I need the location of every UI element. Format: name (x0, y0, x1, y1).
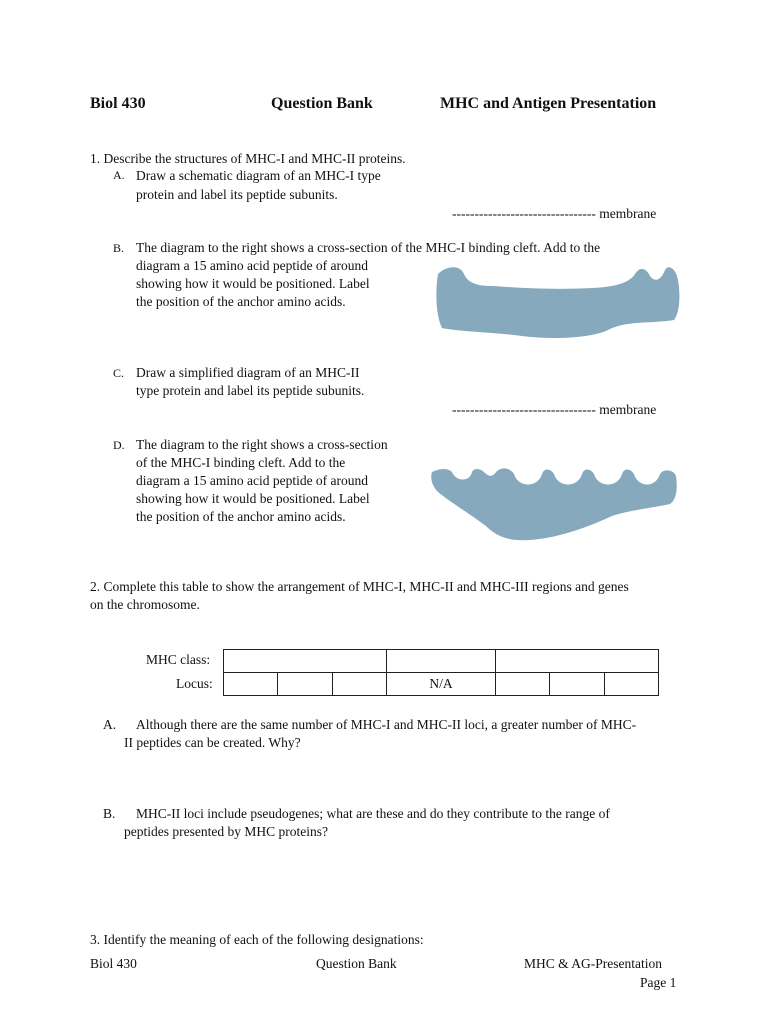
q2a-line-1: Although there are the same number of MHC-I and MHC-II loci, a greater number of MHC- (136, 717, 637, 732)
q2a-marker: A. (103, 717, 117, 732)
q1c-line-2: type protein and label its peptide subunits. (136, 383, 365, 398)
cleft-shape-d (431, 468, 677, 540)
q1d-line-2: of the MHC-I binding cleft. Add to the (136, 455, 346, 470)
locus-cell-7[interactable] (604, 673, 658, 696)
q1a-line-1: Draw a schematic diagram of an MHC-I type (136, 168, 381, 183)
q1b-marker: B. (113, 241, 125, 255)
q1d-line-3: diagram a 15 amino acid peptide of around (136, 473, 369, 488)
table-row-mhc-class (224, 650, 659, 673)
header-topic: MHC and Antigen Presentation (440, 95, 657, 112)
q2b-line-1: MHC-II loci include pseudogenes; what are these and do they contribute to the range of (136, 806, 610, 821)
mhc-binding-cleft-pockets-diagram (430, 462, 680, 542)
mhc-arrangement-table (223, 649, 659, 696)
locus-cell-1[interactable] (224, 673, 278, 696)
q2-prompt-line-2: on the chromosome. (90, 597, 200, 612)
mhc-class-cell-3[interactable] (496, 650, 659, 673)
q2b-line-2: peptides presented by MHC proteins? (124, 824, 328, 839)
mhc-class-cell-2[interactable] (387, 650, 496, 673)
table-row-locus (224, 673, 659, 696)
footer-title: Question Bank (316, 956, 397, 971)
header-title: Question Bank (271, 95, 373, 112)
q1b-line-1: The diagram to the right shows a cross-section of the MHC-I binding cleft. Add to the (136, 240, 601, 255)
locus-cell-3[interactable] (332, 673, 386, 696)
cleft-shape-b (436, 267, 679, 338)
locus-cell-2[interactable] (278, 673, 332, 696)
q1c-line-1: Draw a simplified diagram of an MHC-II (136, 365, 360, 380)
footer-course: Biol 430 (90, 956, 137, 971)
q1b-line-4: the position of the anchor amino acids. (136, 294, 346, 309)
q2-prompt-line-1: 2. Complete this table to show the arrangement of MHC-I, MHC-II and MHC-III regions and genes (90, 579, 629, 594)
q1b-line-2: diagram a 15 amino acid peptide of around (136, 258, 369, 273)
q1a-membrane-label: -------------------------------- membrane (452, 206, 657, 221)
locus-cell-5[interactable] (496, 673, 550, 696)
table-row-label-locus: Locus: (176, 676, 213, 691)
q1d-line-5: the position of the anchor amino acids. (136, 509, 346, 524)
mhc-i-binding-cleft-diagram (432, 262, 682, 344)
q1d-marker: D. (113, 438, 125, 452)
header-course: Biol 430 (90, 95, 146, 112)
q2a-line-2: II peptides can be created. Why? (124, 735, 301, 750)
mhc-class-cell-1[interactable] (224, 650, 387, 673)
locus-cell-na: N/A (387, 673, 496, 696)
q2b-marker: B. (103, 806, 116, 821)
page-number: Page 1 (640, 975, 677, 990)
footer-topic: MHC & AG-Presentation (524, 956, 662, 971)
q1c-marker: C. (113, 366, 125, 380)
q1-prompt: 1. Describe the structures of MHC-I and MHC-II proteins. (90, 151, 406, 166)
q1c-membrane-label: -------------------------------- membrane (452, 402, 657, 417)
locus-cell-6[interactable] (550, 673, 604, 696)
q1d-line-4: showing how it would be positioned. Label (136, 491, 370, 506)
q3-prompt: 3. Identify the meaning of each of the following designations: (90, 932, 424, 947)
q1a-line-2: protein and label its peptide subunits. (136, 187, 338, 202)
q1d-line-1: The diagram to the right shows a cross-section (136, 437, 388, 452)
q1b-line-3: showing how it would be positioned. Label (136, 276, 370, 291)
q1a-marker: A. (113, 168, 125, 182)
table-row-label-class: MHC class: (146, 652, 211, 667)
